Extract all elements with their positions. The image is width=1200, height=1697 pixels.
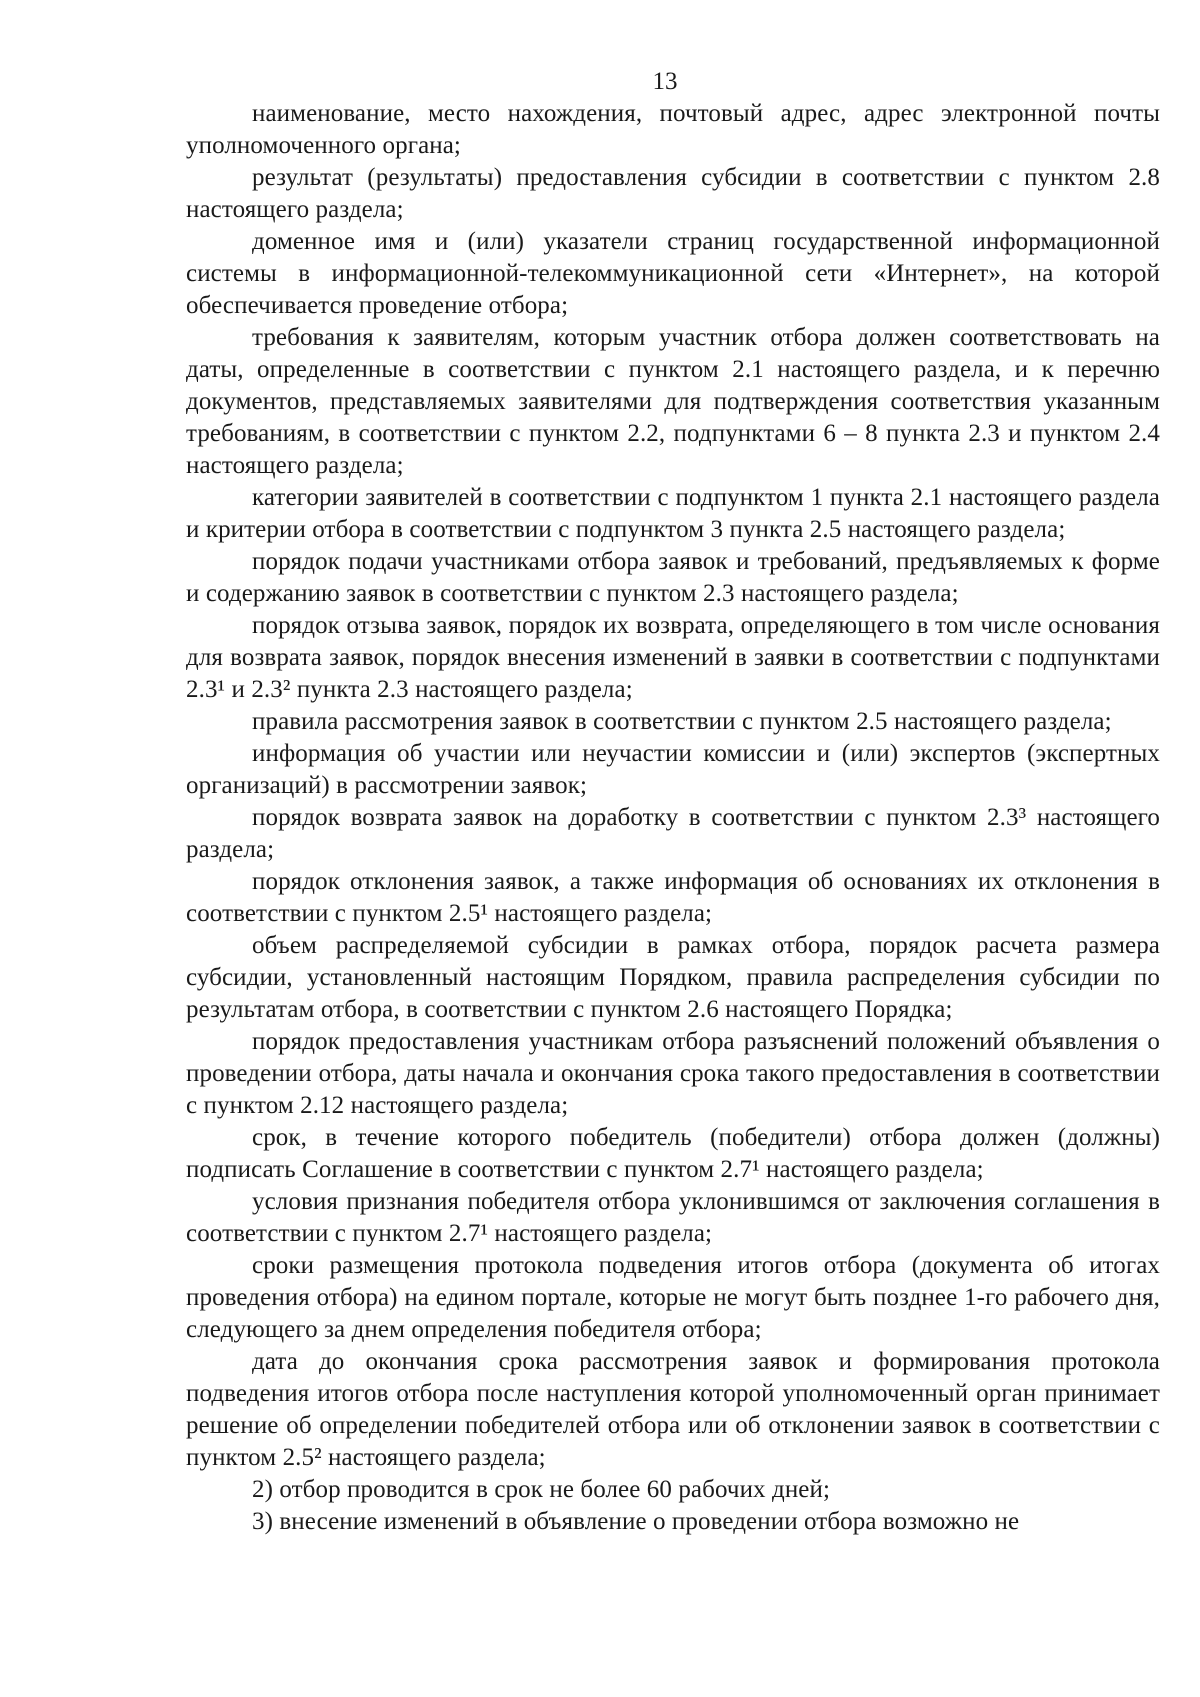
paragraph: результат (результаты) предоставления субсидии в соответствии с пунктом 2.8 настоящего раздела; <box>186 164 1160 223</box>
paragraph: порядок подачи участниками отбора заявок и требований, предъявляемых к форме и содержанию заявок в соответствии с пунктом 2.3 настоящего раздела; <box>186 548 1160 607</box>
paragraph: доменное имя и (или) указатели страниц государственной информационной системы в информационной-телекоммуникационной сети «Интернет», на которой обеспечивается проведение отбора; <box>186 228 1160 319</box>
paragraph: дата до окончания срока рассмотрения заявок и формирования протокола подведения итогов отбора после наступления которой уполномоченный орган принимает решение об определении победителей отбора или об отклонении заявок в соответствии с пунктом 2.5² настоящего раздела; <box>186 1348 1160 1471</box>
paragraph: порядок предоставления участникам отбора разъяснений положений объявления о проведении отбора, даты начала и окончания срока такого предоставления в соответствии с пунктом 2.12 настоящего раздела; <box>186 1028 1160 1119</box>
paragraph: порядок отзыва заявок, порядок их возврата, определяющего в том числе основания для возврата заявок, порядок внесения изменений в заявки в соответствии с подпунктами 2.3¹ и 2.3² пункта 2.3 настоящего раздела; <box>186 612 1160 703</box>
paragraph: 3) внесение изменений в объявление о проведении отбора возможно не <box>252 1508 1020 1535</box>
page-number: 13 <box>652 68 678 95</box>
paragraph: категории заявителей в соответствии с подпунктом 1 пункта 2.1 настоящего раздела и критерии отбора в соответствии с подпунктом 3 пункта 2.5 настоящего раздела; <box>186 484 1160 543</box>
paragraph: информация об участии или неучастии комиссии и (или) экспертов (экспертных организаций) в рассмотрении заявок; <box>186 740 1160 799</box>
paragraph: правила рассмотрения заявок в соответствии с пунктом 2.5 настоящего раздела; <box>252 708 1112 735</box>
paragraph: 2) отбор проводится в срок не более 60 рабочих дней; <box>252 1476 831 1503</box>
paragraph: сроки размещения протокола подведения итогов отбора (документа об итогах проведения отбора) на едином портале, которые не могут быть позднее 1-го рабочего дня, следующего за днем определения победителя отбора; <box>186 1252 1160 1343</box>
paragraph: порядок возврата заявок на доработку в соответствии с пунктом 2.3³ настоящего раздела; <box>186 804 1160 863</box>
paragraph: объем распределяемой субсидии в рамках отбора, порядок расчета размера субсидии, установленный настоящим Порядком, правила распределения субсидии по результатам отбора, в соответствии с пунктом 2.6 настоящего Порядка; <box>186 932 1160 1023</box>
paragraph: срок, в течение которого победитель (победители) отбора должен (должны) подписать Соглашение в соответствии с пунктом 2.7¹ настоящего раздела; <box>186 1124 1160 1183</box>
paragraph: порядок отклонения заявок, а также информация об основаниях их отклонения в соответствии с пунктом 2.5¹ настоящего раздела; <box>186 868 1160 927</box>
paragraph: требования к заявителям, которым участник отбора должен соответствовать на даты, определенные в соответствии с пунктом 2.1 настоящего раздела, и к перечню документов, представляемых заявителями для подтверждения соответствия указанным требованиям, в соответствии с пунктом 2.2, подпунктами 6 – 8 пункта 2.3 и пунктом 2.4 настоящего раздела; <box>186 324 1160 479</box>
body-text <box>186 98 1160 1538</box>
paragraph: условия признания победителя отбора уклонившимся от заключения соглашения в соответствии с пунктом 2.7¹ настоящего раздела; <box>186 1188 1160 1247</box>
paragraph: наименование, место нахождения, почтовый адрес, адрес электронной почты уполномоченного органа; <box>186 100 1160 159</box>
